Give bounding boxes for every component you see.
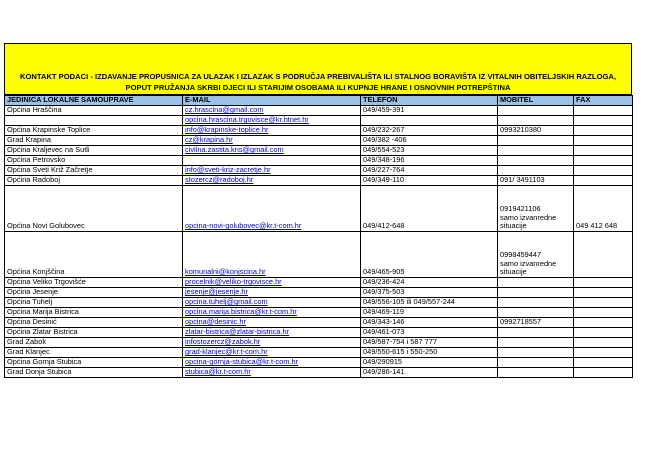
cell-phone: 049/227-764	[361, 166, 498, 176]
cell-unit: Općina Krapinske Toplice	[5, 126, 183, 136]
cell-fax: 049 412 648	[574, 186, 633, 232]
cell-phone: 049/587-754 i 587 777	[361, 338, 498, 348]
cell-unit: Općina Petrovsko	[5, 156, 183, 166]
cell-fax	[574, 298, 633, 308]
cell-mobile	[498, 146, 574, 156]
cell-unit: Općina Tuhelj	[5, 298, 183, 308]
table-row	[5, 146, 633, 156]
cell-unit: Općina Zlatar Bistrica	[5, 328, 183, 338]
cell-email[interactable]: grad-klanjec@kr.t-com.hr	[183, 348, 361, 358]
contact-table	[4, 95, 633, 378]
cell-email[interactable]: zlatar-bistrica@zlatar-bistrica.hr	[183, 328, 361, 338]
cell-email[interactable]: procelnik@veliko-trgovisce.hr	[183, 278, 361, 288]
cell-email[interactable]: opcina-novi-golubovec@kr.t-com.hr	[183, 186, 361, 232]
mobile-line: situacije	[500, 267, 527, 277]
table-row	[5, 298, 633, 308]
cell-email[interactable]: komunalni@konjscina.hr	[183, 232, 361, 278]
cell-phone: 049/459-391	[361, 106, 498, 116]
contact-sheet	[4, 43, 632, 378]
cell-phone: 049/343-146	[361, 318, 498, 328]
cell-email[interactable]: stubica@kr.t-com.hr	[183, 368, 361, 378]
cell-phone: 049/550-615 i 550-250	[361, 348, 498, 358]
cell-fax	[574, 308, 633, 318]
cell-mobile: 0992718557	[498, 318, 574, 328]
cell-unit: Grad Zabok	[5, 338, 183, 348]
cell-mobile	[498, 308, 574, 318]
cell-phone: 049/461-073	[361, 328, 498, 338]
cell-unit: Grad Donja Stubica	[5, 368, 183, 378]
cell-phone: 049/469-119	[361, 308, 498, 318]
header-fax: FAX	[574, 96, 633, 106]
mobile-line: 0998459447	[500, 250, 542, 260]
table-row	[5, 368, 633, 378]
cell-email[interactable]: opcina.hrascina.trgovisce@kr.htnet.hr	[183, 116, 361, 126]
sheet-title-banner	[4, 43, 632, 95]
cell-phone: 049/382 -406	[361, 136, 498, 146]
table-row	[5, 116, 633, 126]
mobile-line: 0919421106	[500, 204, 541, 214]
cell-unit: Općina Novi Golubovec	[5, 186, 183, 232]
cell-email[interactable]: cz.hrascina@gmail.com	[183, 106, 361, 116]
table-header-row	[5, 96, 633, 106]
cell-phone: 049/465-905	[361, 232, 498, 278]
cell-phone: 049/349-110	[361, 176, 498, 186]
cell-fax	[574, 116, 633, 126]
cell-phone: 049/236-424	[361, 278, 498, 288]
header-mobile: MOBITEL	[498, 96, 574, 106]
cell-unit: Općina Desinić	[5, 318, 183, 328]
table-row	[5, 126, 633, 136]
cell-mobile: 091/ 3491103	[498, 176, 574, 186]
cell-mobile	[498, 328, 574, 338]
cell-unit: Općina Kraljevec na Sutli	[5, 146, 183, 156]
cell-email[interactable]: stozercz@radoboj.hr	[183, 176, 361, 186]
cell-mobile	[498, 116, 574, 126]
cell-fax	[574, 328, 633, 338]
cell-unit: Općina Gornja Stubica	[5, 358, 183, 368]
cell-mobile	[498, 156, 574, 166]
cell-unit: Općina Konjščina	[5, 232, 183, 278]
header-unit: JEDINICA LOKALNE SAMOUPRAVE	[5, 96, 183, 106]
cell-mobile	[498, 106, 574, 116]
cell-fax	[574, 146, 633, 156]
table-row	[5, 232, 633, 278]
cell-email[interactable]: civilna.zastita.kns@gmail.com	[183, 146, 361, 156]
cell-unit: Općina Marija Bistrica	[5, 308, 183, 318]
cell-mobile	[498, 368, 574, 378]
cell-mobile	[498, 278, 574, 288]
table-row	[5, 278, 633, 288]
header-email: E-MAIL	[183, 96, 361, 106]
cell-fax	[574, 126, 633, 136]
table-row	[5, 136, 633, 146]
cell-phone	[361, 116, 498, 126]
cell-email[interactable]: opcina@desinic.hr	[183, 318, 361, 328]
cell-fax	[574, 232, 633, 278]
table-row	[5, 106, 633, 116]
cell-phone: 049/554-523	[361, 146, 498, 156]
cell-mobile	[498, 348, 574, 358]
cell-unit: Općina Jesenje	[5, 288, 183, 298]
cell-phone: 049/556-105 ili 049/557-244	[361, 298, 498, 308]
cell-email[interactable]: opcina.marija.bistrica@kr.t-com.hr	[183, 308, 361, 318]
cell-fax	[574, 176, 633, 186]
cell-phone: 049/232-267	[361, 126, 498, 136]
table-row	[5, 288, 633, 298]
cell-unit: Općina Hraščina	[5, 106, 183, 116]
table-row	[5, 176, 633, 186]
cell-mobile	[498, 358, 574, 368]
table-row	[5, 186, 633, 232]
table-row	[5, 308, 633, 318]
cell-fax	[574, 136, 633, 146]
cell-phone: 049/286-141	[361, 368, 498, 378]
cell-fax	[574, 338, 633, 348]
table-row	[5, 358, 633, 368]
cell-unit: Općina Veliko Trgovišće	[5, 278, 183, 288]
cell-fax	[574, 288, 633, 298]
table-row	[5, 338, 633, 348]
cell-email[interactable]: opcina-gornja-stubica@kr.t-com.hr	[183, 358, 361, 368]
cell-email	[183, 156, 361, 166]
cell-email[interactable]: jesenje@jesenje.hr	[183, 288, 361, 298]
cell-fax	[574, 368, 633, 378]
cell-unit: Općina Sveti Križ Začretje	[5, 166, 183, 176]
table-row	[5, 166, 633, 176]
cell-email[interactable]: infostozercz@zabok.hr	[183, 338, 361, 348]
cell-mobile	[498, 186, 574, 232]
table-row	[5, 348, 633, 358]
cell-phone: 049/412-648	[361, 186, 498, 232]
mobile-line: samo izvanredne	[500, 258, 557, 268]
cell-mobile	[498, 298, 574, 308]
table-row	[5, 318, 633, 328]
mobile-line: situacije	[500, 221, 527, 231]
cell-phone: 049/375-503	[361, 288, 498, 298]
table-row	[5, 156, 633, 166]
cell-mobile: 0993210380	[498, 126, 574, 136]
cell-mobile	[498, 166, 574, 176]
cell-fax	[574, 358, 633, 368]
cell-unit: Općina Radoboj	[5, 176, 183, 186]
cell-phone: 049/348-196	[361, 156, 498, 166]
sheet-title: KONTAKT PODACI - IZDAVANJE PROPUSNICA ZA ULAZAK I IZLAZAK S PODRUČJA PREBIVALIŠTA ILI STALNOG BORAVIŠTA IZ VITALNIH OBITELJSKIH RAZLOGA, POPUT PRUŽANJA SKRBI DJECI ILI STARIJIM OSOBAMA ILI KUPNJE HRANE I OSNOVNIH POTREPŠTINA	[20, 72, 616, 92]
cell-unit: Grad Krapina	[5, 136, 183, 146]
cell-unit	[5, 116, 183, 126]
cell-fax	[574, 348, 633, 358]
cell-fax	[574, 166, 633, 176]
cell-fax	[574, 156, 633, 166]
cell-fax	[574, 106, 633, 116]
table-row	[5, 328, 633, 338]
cell-phone: 049/290915	[361, 358, 498, 368]
cell-unit: Grad Klanjec	[5, 348, 183, 358]
cell-mobile	[498, 288, 574, 298]
cell-fax	[574, 278, 633, 288]
cell-mobile	[498, 232, 574, 278]
header-phone: TELEFON	[361, 96, 498, 106]
cell-email[interactable]: info@krapinske-toplice.hr	[183, 126, 361, 136]
mobile-line: samo izvanredne	[500, 212, 557, 222]
cell-email[interactable]: opcina.tuhelj@gmail.com	[183, 298, 361, 308]
cell-email[interactable]: info@sveti-kriz-zacretje.hr	[183, 166, 361, 176]
cell-mobile	[498, 338, 574, 348]
cell-mobile	[498, 136, 574, 146]
cell-email[interactable]: cz@krapina.hr	[183, 136, 361, 146]
cell-fax	[574, 318, 633, 328]
